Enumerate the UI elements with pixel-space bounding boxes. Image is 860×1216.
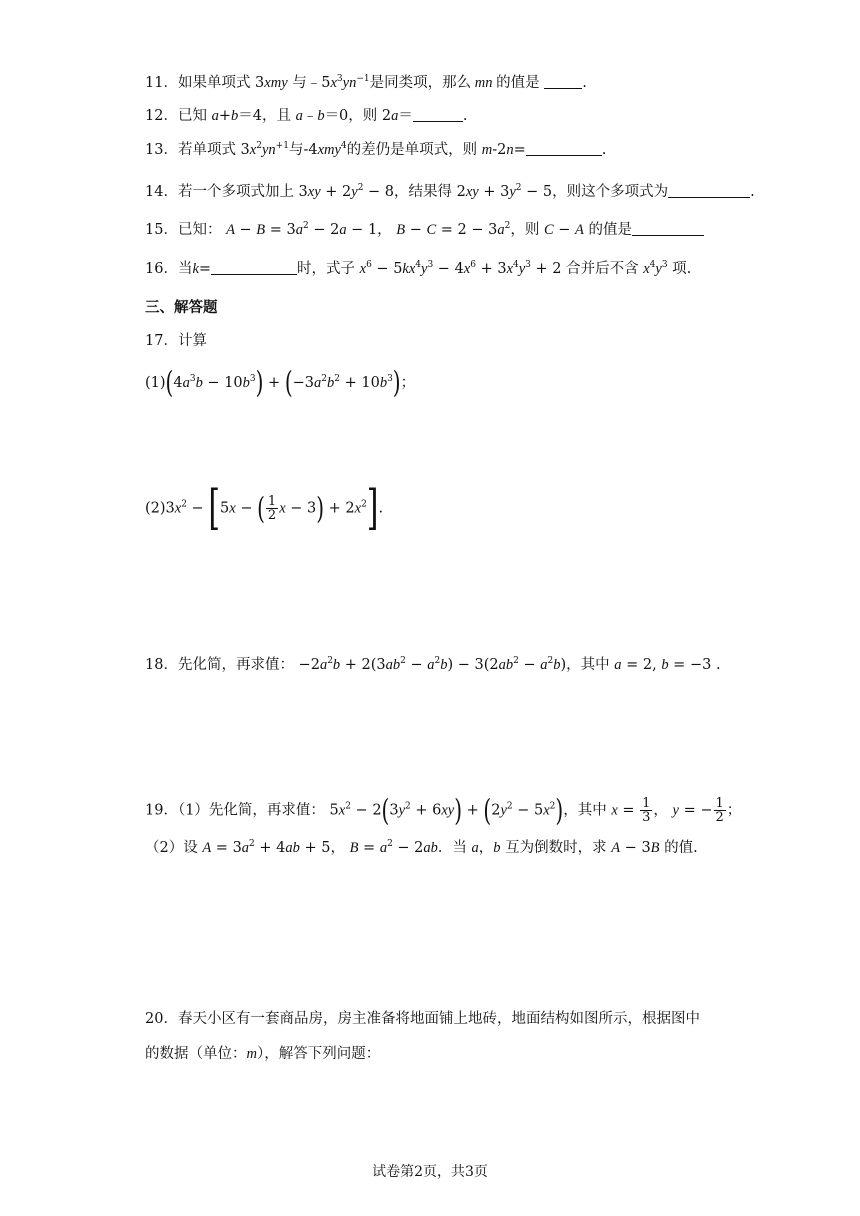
question-18: 18．先化简，再求值： $-2a^2b + 2(3ab^2 - a^2b) - 3(2ab^2 - a^2b)$，其中 a = 2, b = −3 .: [145, 656, 721, 673]
page-footer: 试卷第2页，共3页: [372, 1164, 488, 1180]
question-15: 15．已知： $A - B = 3a^2 - 2a - 1$， $B - C = 2 - 3a^2$，则 C − A 的值是: [145, 220, 704, 240]
question-11: 11．如果单项式 3xmy 与$﹣5x^3yn^{-1}$是同类项，那么 mn 的值是 .: [145, 74, 587, 91]
section-heading: 三、解答题: [145, 299, 218, 316]
question-13: 13．若单项式 $3x^2yn^{+1}$与-4xmy$^4$的差仍是单项式，则 m-2n= .: [145, 141, 607, 158]
question-19-part-2: （2）设 $A = 3a^2 + 4ab + 5$， $B = a^2 - 2ab$．当 a，b 互为倒数时，求 A − 3B 的值.: [145, 839, 698, 856]
question-17-part-2: $(2)3x^2 - [5x$ − ( $\frac{1}{2}$ $x - 3) + 2x^2$].: [145, 479, 384, 536]
question-17-title: 17．计算: [145, 333, 207, 349]
question-17-part-1: $(1)(4a^3b - 10b^3) + (-3a^2b^2 + 10b^3)$；: [145, 364, 416, 400]
question-20-line-1: 20．春天小区有一套商品房，房主准备将地面铺上地砖，地面结构如图所示，根据图中: [145, 1011, 700, 1027]
answer-blank[interactable]: [413, 107, 463, 122]
answer-blank[interactable]: [526, 141, 602, 156]
answer-blank[interactable]: [632, 221, 704, 236]
question-19-part-1: 19．（1）先化简，再求值： $5x^2 - 2(3y^2 + 6xy) + (2y^2 - 5x^2)$，其中 x = $\frac{1}{3}$ ， y = − $\frac{1}{2}$ ；: [145, 791, 742, 828]
answer-blank[interactable]: [211, 260, 297, 275]
answer-blank[interactable]: [544, 74, 582, 89]
answer-blank[interactable]: [668, 183, 750, 198]
question-12: 12．已知 a+b＝4，且 a﹣b＝0，则 2a＝ .: [145, 108, 468, 124]
question-14: 14．若一个多项式加上 $3xy + 2y^2 - 8$，结果得 $2xy + 3y^2 - 5$，则这个多项式为 .: [145, 183, 755, 200]
question-20-line-2: 的数据（单位：m），解答下列问题：: [145, 1046, 381, 1062]
question-16: 16．当k= 时，式子 $x^6 - 5kx^4y^3 - 4x^6 + 3x^4y^3 + 2$ 合并后不含 $x^4y^3$ 项.: [145, 260, 692, 277]
